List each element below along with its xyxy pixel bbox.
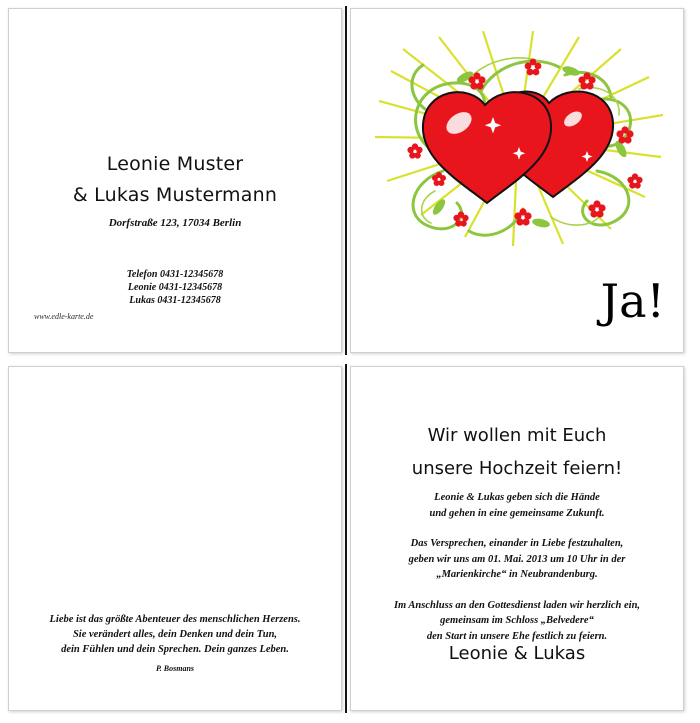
quote-author: P. Bosmans bbox=[155, 664, 195, 673]
headline-line-2: unsere Hochzeit feiern! bbox=[411, 458, 623, 479]
paragraph-1-line-1: Leonie & Lukas geben sich die Hände bbox=[434, 492, 600, 503]
invitation-paragraph-3 bbox=[381, 598, 653, 645]
paragraph-1-line-2: und gehen in eine gemeinsame Zukunft. bbox=[429, 507, 605, 519]
couple-names bbox=[9, 149, 341, 211]
panel-front-cover bbox=[350, 8, 684, 353]
fold-line-bottom bbox=[345, 364, 347, 713]
paragraph-3-line-1: Im Anschluss an den Gottesdienst laden wir herzlich ein, bbox=[393, 599, 641, 611]
panel-back-address bbox=[8, 8, 342, 353]
bride-name: Leonie Muster bbox=[106, 153, 244, 175]
website-url: www.edle-karte.de bbox=[34, 312, 94, 321]
paragraph-3-line-3: den Start in unsere Ehe festlich zu feiern. bbox=[426, 630, 608, 642]
phone-list bbox=[9, 268, 341, 307]
invitation-signature: Leonie & Lukas bbox=[448, 643, 586, 664]
quote-line-1: Liebe ist das größte Abenteuer des menschlichen Herzens. bbox=[49, 614, 301, 625]
paragraph-2-line-1: Das Versprechen, einander in Liebe festzuhalten, bbox=[410, 538, 624, 549]
paragraph-2-line-3: „Marienkirche“ in Neubrandenburg. bbox=[436, 569, 598, 580]
love-quote bbox=[9, 612, 341, 676]
invitation-paragraph-2 bbox=[381, 536, 653, 583]
panel-inner-left-quote bbox=[8, 366, 342, 711]
invitation-body bbox=[381, 490, 653, 659]
invitation-headline bbox=[351, 419, 683, 485]
invitation-paragraph-1 bbox=[381, 490, 653, 521]
phone-bride: Leonie 0431-12345678 bbox=[127, 282, 223, 293]
headline-line-1: Wir wollen mit Euch bbox=[427, 425, 607, 446]
address-line: Dorfstraße 123, 17034 Berlin bbox=[108, 217, 242, 229]
cover-yes-word: Ja! bbox=[600, 274, 665, 328]
phone-groom: Lukas 0431-12345678 bbox=[129, 295, 221, 306]
paragraph-2-line-2: geben wir uns am 01. Mai. 2013 um 10 Uhr in der bbox=[408, 553, 626, 565]
two-red-hearts-with-flowers-icon bbox=[373, 31, 663, 246]
quote-line-2: Sie verändert alles, dein Denken und dein Tun, bbox=[72, 629, 278, 640]
phone-main: Telefon 0431-12345678 bbox=[126, 269, 224, 280]
fold-line-top bbox=[345, 6, 347, 355]
quote-line-3: dein Fühlen und dein Sprechen. Dein ganzes Leben. bbox=[61, 644, 289, 655]
paragraph-3-line-2: gemeinsam im Schloss „Belvedere“ bbox=[440, 615, 594, 626]
panel-inner-right-invitation bbox=[350, 366, 684, 711]
groom-name: & Lukas Mustermann bbox=[72, 184, 278, 206]
